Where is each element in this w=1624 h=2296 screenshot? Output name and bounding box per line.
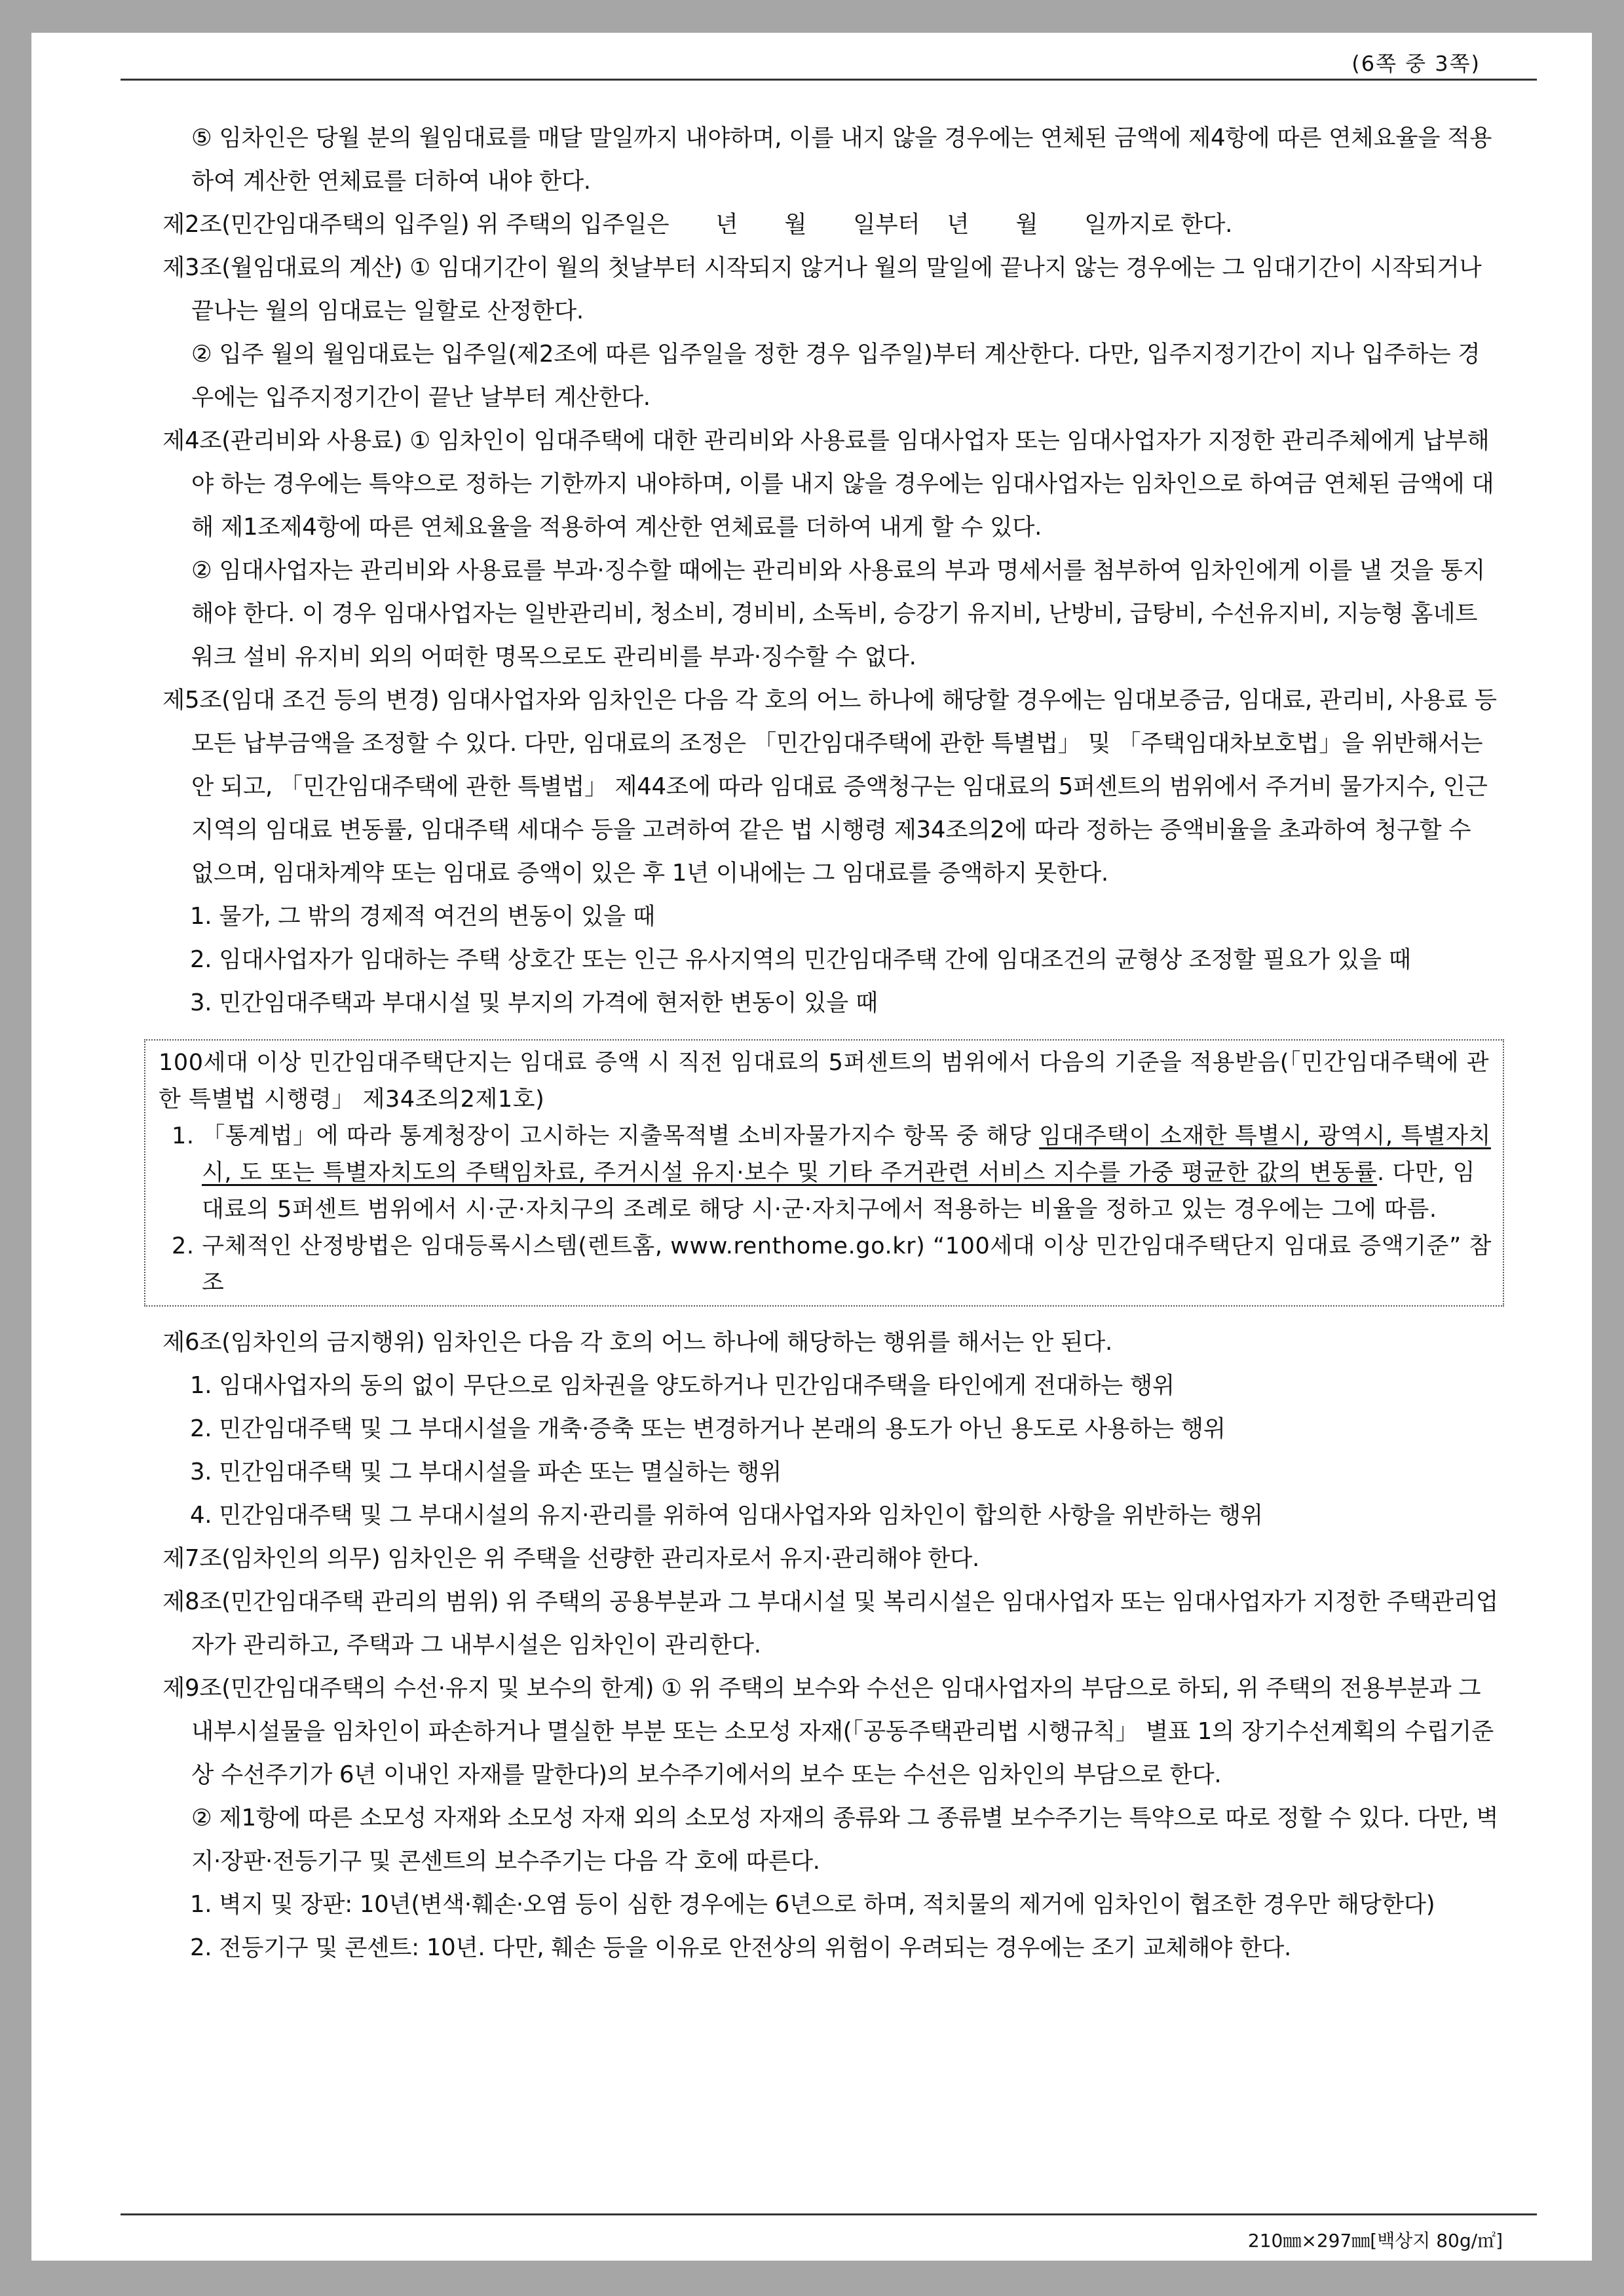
article-5-title: 제5조(임대 조건 등의 변경) xyxy=(162,687,440,714)
article-2-text: 위 주택의 입주일은 xyxy=(476,211,670,238)
article-7-title: 제7조(임차인의 의무) xyxy=(162,1545,381,1572)
document-page xyxy=(31,33,1592,2261)
date-day-1: 일부터 xyxy=(853,211,920,238)
article-4 xyxy=(162,419,1499,549)
article-8 xyxy=(162,1580,1499,1667)
article-9-item-2: 2. 전등기구 및 콘센트: 10년. 다만, 훼손 등을 이유로 안전상의 위험이 우려되는 경우에는 조기 교체해야 한다. xyxy=(190,1934,1291,1961)
article-9 xyxy=(162,1667,1499,1797)
article-9-p1: ① 위 주택의 보수와 수선은 임대사업자의 부담으로 하되, 위 주택의 전용부분과 그 내부시설물을 임차인이 파손하거나 멸실한 부분 또는 소모성 자재(「공동주택관리법 시행규칙」 별표 1의 장기수선계획의 수립기준상 수선주기가 6년 이내인 자재를 말한다)의 보수주기에서의 보수 또는 수선은 임차인의 부담으로 한다. xyxy=(191,1675,1494,1788)
article-6-text: 임차인은 다음 각 호의 어느 하나에 해당하는 행위를 해서는 안 된다. xyxy=(432,1329,1112,1356)
contract-body xyxy=(159,117,1499,1970)
article-6-item-2: 2. 민간임대주택 및 그 부대시설을 개축·증축 또는 변경하거나 본래의 용도가 아닌 용도로 사용하는 행위 xyxy=(190,1415,1226,1442)
article-9-title: 제9조(민간임대주택의 수선·유지 및 보수의 한계) xyxy=(162,1675,654,1702)
date-day-2: 일까지로 한다. xyxy=(1084,211,1233,238)
article-7-text: 임차인은 위 주택을 선량한 관리자로서 유지·관리해야 한다. xyxy=(387,1545,980,1572)
info-box-item-1-a: 1. 「통계법」에 따라 통계청장이 고시하는 지출목적별 소비자물가지수 항목 중 해당 xyxy=(172,1123,1032,1149)
article-3-p2: ② 입주 월의 월임대료는 입주일(제2조에 따른 입주일을 정한 경우 입주일)부터 계산한다. 다만, 입주지정기간이 지나 입주하는 경우에는 입주지정기간이 끝난 날부터 계산한다. xyxy=(191,341,1481,411)
paper-spec: 210㎜×297㎜[백상지 80g/㎡] xyxy=(1247,2230,1503,2251)
article-6-item-4: 4. 민간임대주택 및 그 부대시설의 유지·관리를 위하여 임대사업자와 임차인이 합의한 사항을 위반하는 행위 xyxy=(190,1502,1263,1529)
date-month-2: 월 xyxy=(1015,211,1038,238)
article-4-title: 제4조(관리비와 사용료) xyxy=(162,427,403,454)
page-indicator: (6쪽 중 3쪽) xyxy=(1351,51,1481,76)
article-5-p1: 임대사업자와 임차인은 다음 각 호의 어느 하나에 해당할 경우에는 임대보증금, 임대료, 관리비, 사용료 등 모든 납부금액을 조정할 수 있다. 다만, 임대료의 조정은 「민간임대주택에 관한 특별법」 및 「주택임대차보호법」을 위반해서는 안 되고, 「민간임대주택에 관한 특별법」 제44조에 따라 임대료 증액청구는 임대료의 5퍼센트의 범위에서 주거비 물가지수, 인근 지역의 임대료 변동률, 임대주택 세대수 등을 고려하여 같은 법 시행령 제34조의2에 따라 정하는 증액비율을 초과하여 청구할 수 없으며, 임대차계약 또는 임대료 증액이 있은 후 1년 이내에는 그 임대료를 증액하지 못한다. xyxy=(191,687,1497,887)
info-box-item-1 xyxy=(159,1118,1495,1228)
article-6-item-3: 3. 민간임대주택 및 그 부대시설을 파손 또는 멸실하는 행위 xyxy=(190,1459,782,1485)
article-4-p2: ② 임대사업자는 관리비와 사용료를 부과·징수할 때에는 관리비와 사용료의 부과 명세서를 첨부하여 임차인에게 이를 낼 것을 통지해야 한다. 이 경우 임대사업자는 일반관리비, 청소비, 경비비, 소독비, 승강기 유지비, 난방비, 급탕비, 수선유지비, 지능형 홈네트워크 설비 유지비 외의 어떠한 명목으로도 관리비를 부과·징수할 수 없다. xyxy=(191,557,1485,670)
article-5-item-3: 3. 민간임대주택과 부대시설 및 부지의 가격에 현저한 변동이 있을 때 xyxy=(190,989,878,1016)
date-month-1: 월 xyxy=(784,211,807,238)
article-8-text: 위 주택의 공용부분과 그 부대시설 및 복리시설은 임대사업자 또는 임대사업자가 지정한 주택관리업자가 관리하고, 주택과 그 내부시설은 임차인이 관리한다. xyxy=(191,1588,1498,1658)
date-year-1: 년 xyxy=(715,211,738,238)
header-rule xyxy=(121,79,1537,81)
article-8-title: 제8조(민간임대주택 관리의 범위) xyxy=(162,1588,499,1615)
article-2 xyxy=(162,203,1499,246)
info-box-item-1-b: . 다만, 임대료의 5퍼센트 범위에서 시·군·자치구의 조례로 해당 시·군·자치구에서 적용하는 비율을 정하고 있는 경우에는 그에 따름. xyxy=(202,1160,1476,1223)
date-year-2: 년 xyxy=(947,211,970,238)
article-3-p1: ① 임대기간이 월의 첫날부터 시작되지 않거나 월의 말일에 끝나지 않는 경우에는 그 임대기간이 시작되거나 끝나는 월의 임대료는 일할로 산정한다. xyxy=(191,254,1482,324)
article-9-item-1: 1. 벽지 및 장판: 10년(변색·훼손·오염 등이 심한 경우에는 6년으로 하며, 적치물의 제거에 임차인이 협조한 경우만 해당한다) xyxy=(190,1891,1435,1918)
info-box-item-1-underlined: 임대주택이 소재한 특별시, 광역시, 특별자치시, 도 또는 특별자치도의 주택임차료, 주거시설 유지·보수 및 기타 주거관련 서비스 지수를 가중 평균한 값의 변동률 xyxy=(202,1123,1491,1186)
article-5-item-2: 2. 임대사업자가 임대하는 주택 상호간 또는 인근 유사지역의 민간임대주택 간에 임대조건의 균형상 조정할 필요가 있을 때 xyxy=(190,946,1411,973)
article-4-p1: ① 임차인이 임대주택에 대한 관리비와 사용료를 임대사업자 또는 임대사업자가 지정한 관리주체에게 납부해야 하는 경우에는 특약으로 정하는 기한까지 내야하며, 이를 내지 않을 경우에는 임대사업자는 임차인으로 하여금 연체된 금액에 대해 제1조제4항에 따른 연체요율을 적용하여 계산한 연체료를 더하여 내게 할 수 있다. xyxy=(191,427,1494,541)
article-3 xyxy=(162,246,1499,333)
article-6 xyxy=(162,1321,1499,1364)
article-9-p2: ② 제1항에 따른 소모성 자재와 소모성 자재 외의 소모성 자재의 종류와 그 종류별 보수주기는 특약으로 따로 정할 수 있다. 다만, 벽지·장판·전등기구 및 콘센트의 보수주기는 다음 각 호에 따른다. xyxy=(191,1805,1499,1875)
clause-1-5: ⑤ 임차인은 당월 분의 월임대료를 매달 말일까지 내야하며, 이를 내지 않을 경우에는 연체된 금액에 제4항에 따른 연체요율을 적용하여 계산한 연체료를 더하여 내야 한다. xyxy=(191,124,1492,195)
article-5-item-1: 1. 물가, 그 밖의 경제적 여건의 변동이 있을 때 xyxy=(190,903,656,930)
article-6-item-1: 1. 임대사업자의 동의 없이 무단으로 임차권을 양도하거나 민간임대주택을 타인에게 전대하는 행위 xyxy=(190,1372,1175,1399)
footer-rule xyxy=(121,2213,1537,2215)
info-box-item-2: 2. 구체적인 산정방법은 임대등록시스템(렌트홈, www.renthome.go.kr) “100세대 이상 민간임대주택단지 임대료 증액기준” 참조 xyxy=(172,1233,1492,1296)
article-5 xyxy=(162,679,1499,895)
info-box-intro: 100세대 이상 민간임대주택단지는 임대료 증액 시 직전 임대료의 5퍼센트의 범위에서 다음의 기준을 적용받음(「민간임대주택에 관한 특별법 시행령」 제34조의2제1호) xyxy=(159,1050,1490,1113)
article-6-title: 제6조(임차인의 금지행위) xyxy=(162,1329,425,1356)
article-3-title: 제3조(월임대료의 계산) xyxy=(162,254,403,281)
article-7 xyxy=(162,1537,1499,1580)
rent-increase-info-box xyxy=(144,1039,1504,1307)
article-2-title: 제2조(민간임대주택의 입주일) xyxy=(162,211,470,238)
